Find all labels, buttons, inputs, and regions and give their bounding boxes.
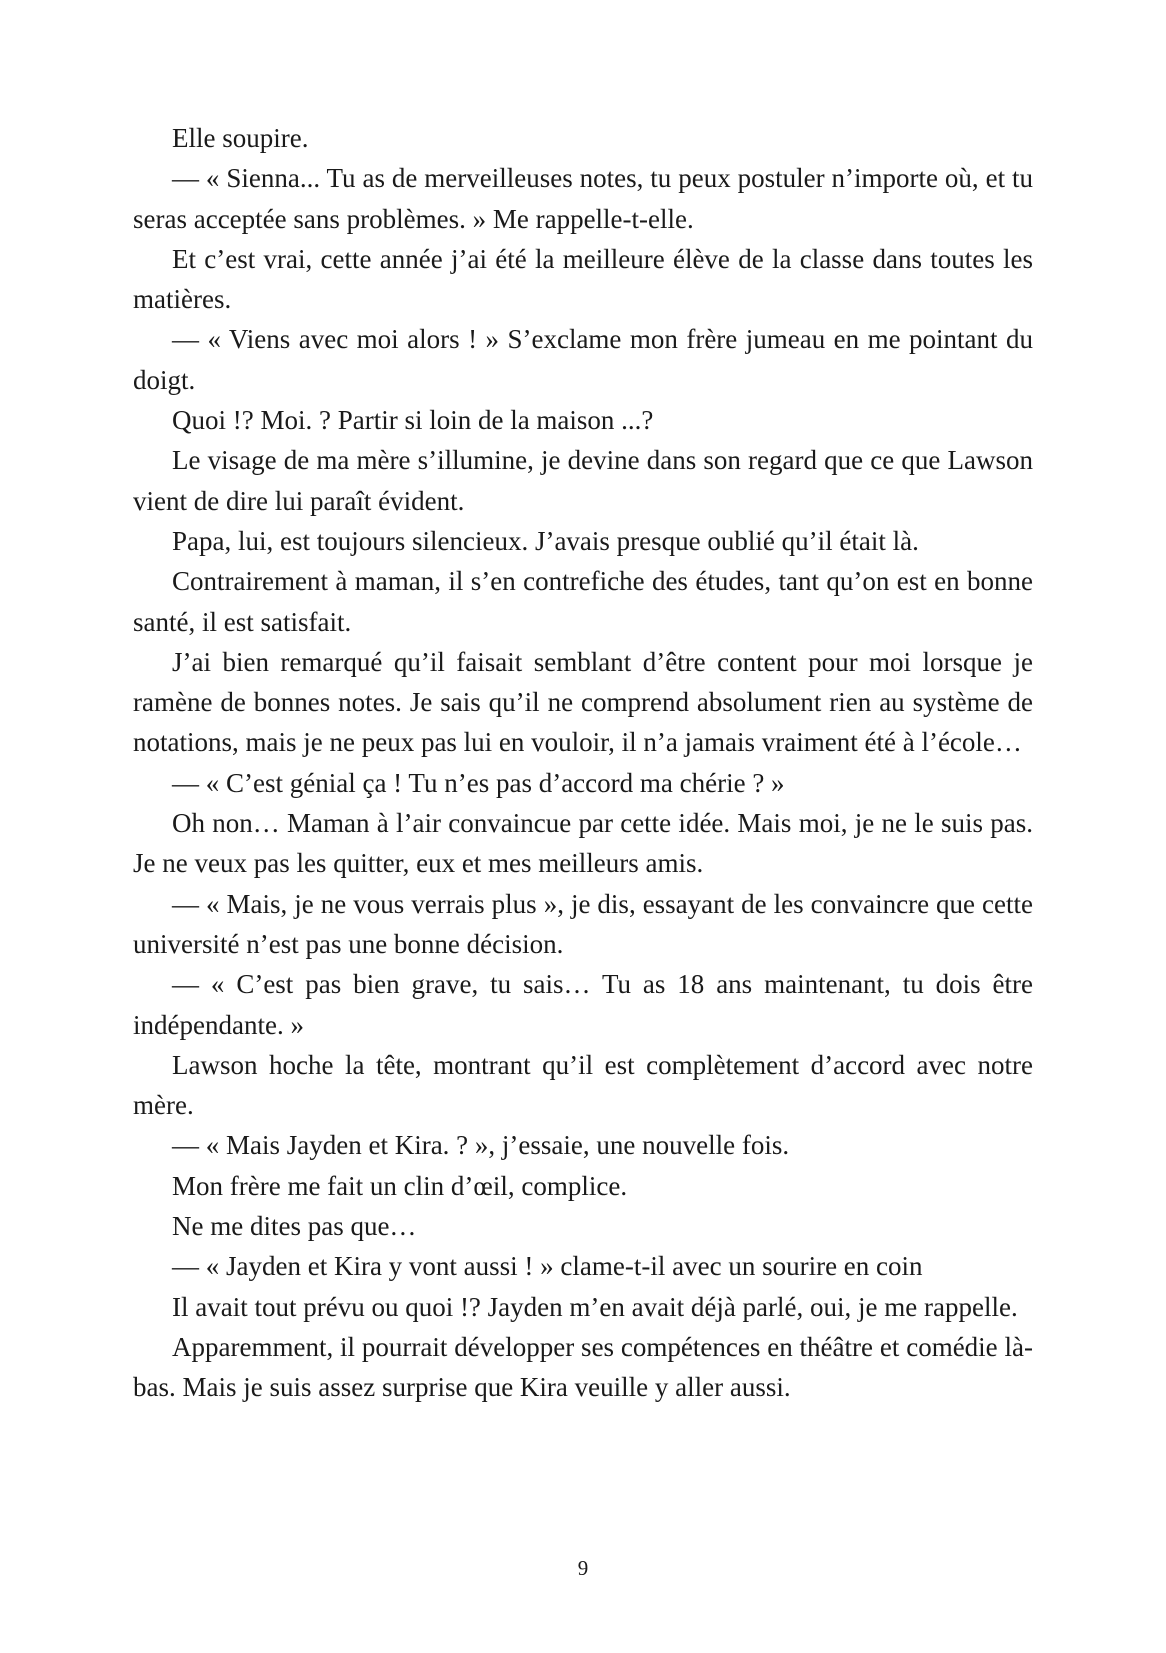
- paragraph: Papa, lui, est toujours silencieux. J’avais presque oublié qu’il était là.: [172, 525, 919, 556]
- paragraph: Contrairement à maman, il s’en contrefiche des études, tant qu’on est en bonne santé, il est satisfait.: [133, 566, 1033, 637]
- page-body: [133, 118, 1033, 1408]
- paragraph: Ne me dites pas que…: [172, 1211, 417, 1242]
- paragraph: Apparemment, il pourrait développer ses compétences en théâtre et comédie là-bas. Mais je suis assez surprise que Kira veuille y aller aussi.: [133, 1331, 1033, 1403]
- paragraph: Elle soupire.: [172, 123, 309, 153]
- paragraph: Lawson hoche la tête, montrant qu’il est complètement d’accord avec notre mère.: [133, 1049, 1033, 1121]
- paragraph: — « Jayden et Kira y vont aussi ! » clame-t-il avec un sourire en coin: [172, 1251, 923, 1282]
- paragraph: — « Mais Jayden et Kira. ? », j’essaie, une nouvelle fois.: [172, 1130, 790, 1161]
- paragraph: Mon frère me fait un clin d’œil, complice.: [172, 1170, 628, 1201]
- paragraph: — « C’est pas bien grave, tu sais… Tu as 18 ans maintenant, tu dois être indépendante. »: [133, 969, 1033, 1040]
- page-number: 9: [577, 1556, 589, 1580]
- paragraph: Oh non… Maman à l’air convaincue par cette idée. Mais moi, je ne le suis pas. Je ne veux pas les quitter, eux et mes meilleurs amis.: [133, 808, 1033, 879]
- paragraph: — « Mais, je ne vous verrais plus », je dis, essayant de les convaincre que cette université n’est pas une bonne décision.: [133, 888, 1033, 959]
- paragraph: Le visage de ma mère s’illumine, je devine dans son regard que ce que Lawson vient de dire lui paraît évident.: [133, 445, 1033, 516]
- paragraph: — « Viens avec moi alors ! » S’exclame mon frère jumeau en me pointant du doigt.: [133, 324, 1033, 395]
- paragraph: Et c’est vrai, cette année j’ai été la meilleure élève de la classe dans toutes les matières.: [133, 243, 1033, 315]
- paragraph: — « C’est génial ça ! Tu n’es pas d’accord ma chérie ? »: [172, 767, 785, 798]
- paragraph: J’ai bien remarqué qu’il faisait semblant d’être content pour moi lorsque je ramène de bonnes notes. Je sais qu’il ne comprend absolument rien au système de notations, mais je ne peux pas lui en vouloir, il n’a jamais vraiment été à l’école…: [133, 646, 1033, 758]
- paragraph: — « Sienna... Tu as de merveilleuses notes, tu peux postuler n’importe où, et tu seras acceptée sans problèmes. » Me rappelle-t-elle.: [133, 163, 1033, 234]
- paragraph: Il avait tout prévu ou quoi !? Jayden m’en avait déjà parlé, oui, je me rappelle.: [172, 1291, 1018, 1322]
- paragraph: Quoi !? Moi. ? Partir si loin de la maison ...?: [172, 405, 654, 436]
